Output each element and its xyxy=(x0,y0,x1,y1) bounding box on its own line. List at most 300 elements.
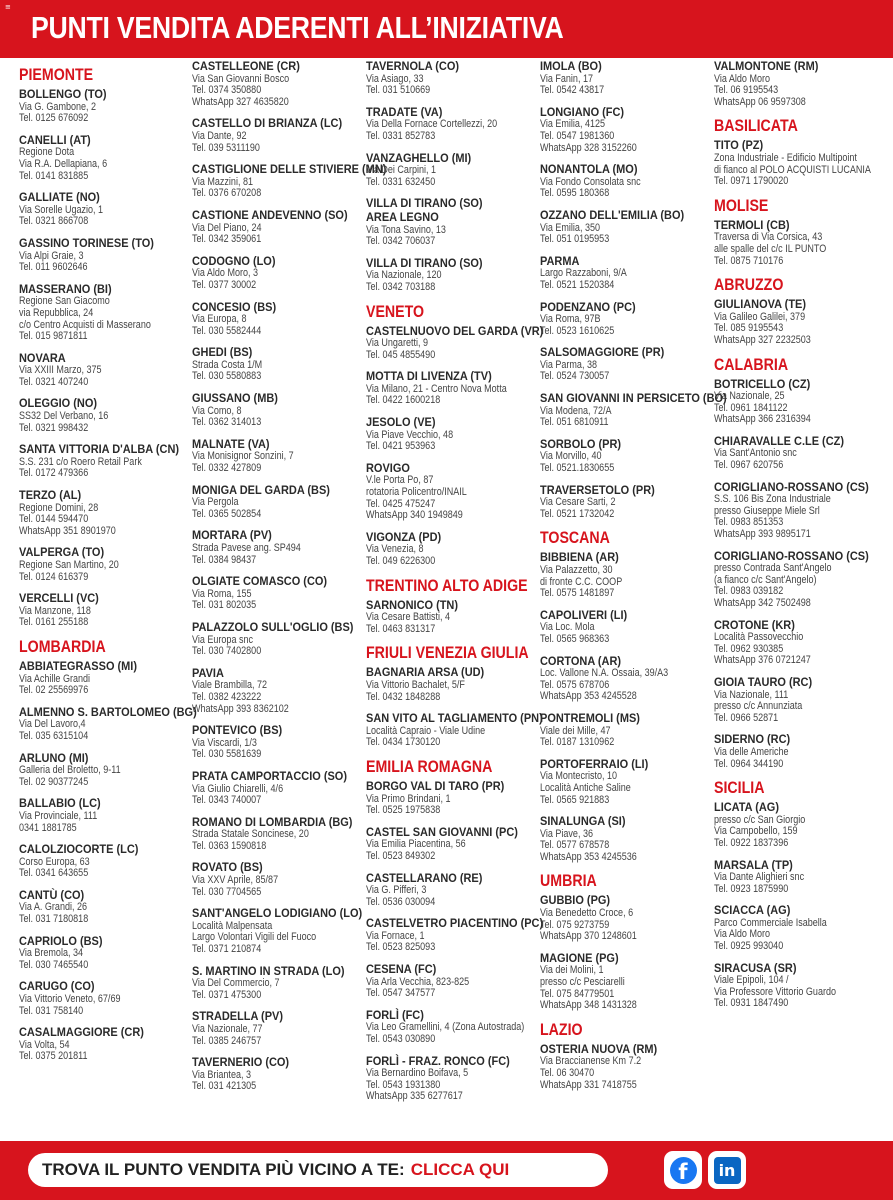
store-name: PONTREMOLI (MS) xyxy=(540,710,640,725)
store-detail: Via Arla Vecchia, 823-825 xyxy=(366,975,470,988)
store-detail: Tel. 0925 993040 xyxy=(714,940,784,953)
store-name: LICATA (AG) xyxy=(714,800,779,815)
store-entry xyxy=(19,283,189,343)
store-entry xyxy=(19,443,189,480)
store-name: MONIGA DEL GARDA (BS) xyxy=(192,482,330,497)
store-name: CANELLI (AT) xyxy=(19,132,91,147)
store-detail: di fianco al POLO ACQUISTI LUCANIA xyxy=(714,163,871,176)
store-name: VALPERGA (TO) xyxy=(19,545,105,560)
store-entry xyxy=(192,346,364,383)
store-detail: Tel. 0141 831885 xyxy=(19,169,89,182)
store-detail: Loc. Vallone N.A. Ossaia, 39/A3 xyxy=(540,667,669,680)
store-detail: Via Ungaretti, 9 xyxy=(366,337,429,350)
store-entry xyxy=(540,255,712,292)
store-name: SALSOMAGGIORE (PR) xyxy=(540,345,665,360)
store-detail: Tel. 0983 851353 xyxy=(714,516,784,529)
store-detail: Zona Industriale - Edificio Multipoint xyxy=(714,151,857,164)
store-detail: Via Fornace, 1 xyxy=(366,929,425,942)
store-detail: Tel. 0342 706037 xyxy=(366,235,436,248)
store-detail: Regione San Martino, 20 xyxy=(19,559,119,571)
store-detail: Regione San Giacomo xyxy=(19,295,110,308)
store-name: CORIGLIANO-ROSSANO (CS) xyxy=(714,479,869,494)
store-detail: via Repubblica, 24 xyxy=(19,306,94,319)
store-name: NOVARA xyxy=(19,350,66,365)
store-detail: Tel. 0124 616379 xyxy=(19,570,89,583)
store-name: GHEDI (BS) xyxy=(192,345,253,360)
store-detail: Via Dante Alighieri snc xyxy=(714,871,805,884)
store-detail: Via Provinciale, 111 xyxy=(19,809,98,822)
store-detail: Tel. 0172 479366 xyxy=(19,467,89,480)
store-detail: Tel. 0931 1847490 xyxy=(714,997,789,1010)
store-entry xyxy=(366,531,538,568)
store-detail: Tel. 049 6226300 xyxy=(366,555,436,567)
store-detail: Via Fondo Consolata snc xyxy=(540,175,641,188)
store-entry xyxy=(192,907,364,955)
store-detail: Tel. 0543 030890 xyxy=(366,1033,436,1046)
region-heading: EMILIA ROMAGNA xyxy=(366,757,493,776)
store-detail: presso c/c Annunziata xyxy=(714,700,803,713)
store-detail: WhatsApp 376 0721247 xyxy=(714,654,811,667)
store-detail: Via Vittorio Bachalet, 5/F xyxy=(366,678,465,691)
store-detail: Tel. 0362 314013 xyxy=(192,416,262,429)
store-detail: Tel. 031 802035 xyxy=(192,599,257,612)
store-detail: Tel. 0432 1848288 xyxy=(366,690,441,703)
store-name: PRATA CAMPORTACCIO (SO) xyxy=(192,768,347,783)
store-detail: Tel. 0363 1590818 xyxy=(192,839,267,852)
store-name: OLEGGIO (NO) xyxy=(19,396,98,411)
store-entry xyxy=(366,416,538,453)
store-name: SIRACUSA (SR) xyxy=(714,960,797,975)
store-detail: WhatsApp 393 9895171 xyxy=(714,528,811,541)
store-detail: Via dei Molini, 1 xyxy=(540,964,604,977)
store-detail: Tel. 0434 1730120 xyxy=(366,736,441,749)
store-name: GUBBIO (PG) xyxy=(540,893,611,908)
store-detail: Via delle Americhe xyxy=(714,745,789,758)
store-name: TRADATE (VA) xyxy=(366,104,443,119)
store-name: OZZANO DELL'EMILIA (BO) xyxy=(540,207,685,222)
store-detail: Via A. Grandi, 26 xyxy=(19,901,88,914)
store-name: BOLLENGO (TO) xyxy=(19,87,107,101)
store-detail: Tel. 02 25569976 xyxy=(19,684,89,697)
store-entry xyxy=(366,152,538,189)
store-detail: Via Asiago, 33 xyxy=(366,72,424,85)
store-entry xyxy=(714,733,890,770)
store-entry xyxy=(192,60,364,108)
store-detail: Tel. 031 7180818 xyxy=(19,913,89,926)
store-detail: Viale dei Mille, 47 xyxy=(540,724,611,737)
region-heading: LOMBARDIA xyxy=(19,637,106,656)
store-entry xyxy=(366,106,538,143)
store-name: PAVIA xyxy=(192,665,224,680)
store-detail: Via Nazionale, 25 xyxy=(714,390,785,403)
store-name: SANT'ANGELO LODIGIANO (LO) xyxy=(192,906,363,921)
store-name: CASTELLO DI BRIANZA (LC) xyxy=(192,116,343,131)
store-entry xyxy=(192,301,364,338)
store-name: BOTRICELLO (CZ) xyxy=(714,376,811,391)
store-detail: S.S. 231 c/o Roero Retail Park xyxy=(19,455,142,468)
store-name: IMOLA (BO) xyxy=(540,59,602,73)
store-detail: Via Tona Savino, 13 xyxy=(366,223,446,236)
store-detail: Via Montecristo, 10 xyxy=(540,770,618,783)
store-name: CASTIGLIONE DELLE STIVIERE (MN) xyxy=(192,162,387,177)
store-entry xyxy=(540,391,727,429)
store-detail: Tel. 0983 039182 xyxy=(714,585,784,598)
store-entry xyxy=(19,704,197,743)
store-name: CASTELVETRO PIACENTINO (PC) xyxy=(366,916,544,931)
store-entry xyxy=(366,780,538,817)
store-entry xyxy=(714,550,890,610)
store-detail: Via XXIII Marzo, 375 xyxy=(19,364,102,377)
store-detail: Tel. 0521.1830655 xyxy=(540,462,615,475)
store-detail: Via XXV Aprile, 85/87 xyxy=(192,874,279,887)
linkedin-button[interactable] xyxy=(708,1151,746,1189)
store-entry xyxy=(714,619,890,667)
store-detail: Tel. 0321 866708 xyxy=(19,215,89,228)
store-entry xyxy=(540,438,712,475)
store-name: ROVATO (BS) xyxy=(192,860,263,875)
store-detail: Via Primo Brindani, 1 xyxy=(366,792,451,805)
store-detail: Via Vittorio Veneto, 67/69 xyxy=(19,993,121,1006)
store-entry xyxy=(192,724,364,761)
store-entry xyxy=(540,655,712,703)
store-detail: Via Bernardino Boifava, 5 xyxy=(366,1067,469,1080)
store-detail: Via Braccianense Km 7.2 xyxy=(540,1055,642,1068)
store-name: VILLA DI TIRANO (SO) xyxy=(366,255,483,270)
store-detail: Via Roma, 97B xyxy=(540,313,601,326)
store-detail: Via Benedetto Croce, 6 xyxy=(540,907,634,920)
store-detail: Tel. 075 9273759 xyxy=(540,918,610,931)
store-detail: Tel. 0343 740007 xyxy=(192,794,262,807)
store-detail: Tel. 0161 255188 xyxy=(19,616,89,629)
store-name: CARUGO (CO) xyxy=(19,979,95,994)
store-detail: Tel. 0565 921883 xyxy=(540,793,610,806)
store-detail: S.S. 106 Bis Zona Industriale xyxy=(714,493,831,506)
store-detail: Tel. 0342 703188 xyxy=(366,280,436,293)
store-detail: Via Parma, 38 xyxy=(540,358,598,371)
store-name: ALMENNO S. BARTOLOMEO (BG) xyxy=(19,704,197,719)
store-detail: Via San Giovanni Bosco xyxy=(192,72,290,85)
store-detail: Via Del Commercio, 7 xyxy=(192,977,280,990)
store-entry xyxy=(714,378,890,426)
menu-icon[interactable]: ≡ xyxy=(5,3,11,11)
store-entry xyxy=(366,197,538,247)
store-detail: Largo Volontari Vigili del Fuoco xyxy=(192,931,317,944)
store-detail: WhatsApp 393 8362102 xyxy=(192,702,289,715)
store-entry xyxy=(366,1009,538,1046)
store-detail: Tel. 0385 246757 xyxy=(192,1034,262,1047)
page-title: PUNTI VENDITA ADERENTI ALL’INIZIATIVA xyxy=(31,10,564,45)
store-name: GALLIATE (NO) xyxy=(19,190,100,205)
store-entry xyxy=(540,301,712,338)
facebook-button[interactable] xyxy=(664,1151,702,1189)
store-name: BIBBIENA (AR) xyxy=(540,550,619,565)
store-detail: Tel. 0331 632450 xyxy=(366,175,436,188)
store-name: CHIARAVALLE C.LE (CZ) xyxy=(714,433,844,448)
store-entry xyxy=(19,752,189,789)
store-entry xyxy=(19,397,189,434)
store-name: SINALUNGA (SI) xyxy=(540,814,626,829)
store-detail: Strada Statale Soncinese, 20 xyxy=(192,828,309,841)
region-heading: TRENTINO ALTO ADIGE xyxy=(366,576,528,595)
region-heading: TOSCANA xyxy=(540,529,610,548)
store-name: CALOLZIOCORTE (LC) xyxy=(19,842,139,857)
store-name: PODENZANO (PC) xyxy=(540,299,636,314)
store-entry xyxy=(19,889,189,926)
store-detail: Tel. 0321 998432 xyxy=(19,421,89,434)
store-detail: WhatsApp 348 1431328 xyxy=(540,999,637,1012)
store-entry xyxy=(192,861,364,898)
store-name: MAGIONE (PG) xyxy=(540,950,619,965)
store-detail: Via Europa snc xyxy=(192,633,254,646)
store-detail: Tel. 0376 670208 xyxy=(192,187,262,200)
store-detail: Tel. 030 7465540 xyxy=(19,958,89,971)
store-detail: Tel. 0523 849302 xyxy=(366,849,436,862)
footer-banner xyxy=(0,1141,893,1200)
store-name: CASTELNUOVO DEL GARDA (VR) xyxy=(366,323,544,338)
store-detail: alle spalle del c/c IL PUNTO xyxy=(714,242,827,255)
store-detail: Tel. 06 9195543 xyxy=(714,84,779,97)
store-entry xyxy=(192,484,364,521)
store-entry xyxy=(192,1010,364,1047)
store-detail: Tel. 031 758140 xyxy=(19,1004,84,1017)
store-name: CANTÙ (CO) xyxy=(19,887,85,902)
store-detail: V.le Porta Po, 87 xyxy=(366,474,434,487)
store-detail: Regione Domini, 28 xyxy=(19,501,99,514)
store-detail: Tel. 0384 98437 xyxy=(192,553,257,566)
store-entry xyxy=(19,134,189,182)
store-entry xyxy=(366,872,538,909)
store-detail: WhatsApp 370 1248601 xyxy=(540,930,637,943)
store-entry xyxy=(714,676,890,724)
store-entry xyxy=(192,392,364,429)
store-detail: Tel. 0575 1481897 xyxy=(540,587,615,600)
store-detail: Strada Costa 1/M xyxy=(192,358,263,371)
store-detail: Via Piave, 36 xyxy=(540,827,593,840)
region-heading: FRIULI VENEZIA GIULIA xyxy=(366,644,529,663)
store-detail: presso c/c Pesciarelli xyxy=(540,976,625,989)
store-detail: Strada Pavese ang. SP494 xyxy=(192,542,301,554)
store-name: MALNATE (VA) xyxy=(192,436,270,451)
store-entry xyxy=(540,484,712,521)
store-entry xyxy=(540,346,712,383)
store-detail: Via Volta, 54 xyxy=(19,1038,70,1051)
store-name: MARSALA (TP) xyxy=(714,857,793,872)
store-name: OLGIATE COMASCO (CO) xyxy=(192,574,328,589)
store-detail: Via Emilia Piacentina, 56 xyxy=(366,838,466,851)
store-name: SORBOLO (PR) xyxy=(540,436,622,451)
store-detail: Località Antiche Saline xyxy=(540,781,631,794)
cta-link[interactable]: CLICCA QUI xyxy=(410,1160,510,1179)
store-detail: Tel. 045 4855490 xyxy=(366,348,436,361)
store-detail: Via Leo Gramellini, 4 (Zona Autostrada) xyxy=(366,1021,525,1034)
store-detail: Tel. 0371 475300 xyxy=(192,988,262,1001)
store-detail: Tel. 0342 359061 xyxy=(192,233,262,246)
store-detail: Tel. 0595 180368 xyxy=(540,187,610,200)
store-detail: Via Loc. Mola xyxy=(540,621,595,634)
store-detail: Tel. 0374 350880 xyxy=(192,84,262,97)
store-entry xyxy=(540,163,712,200)
store-detail: Via G. Gambone, 2 xyxy=(19,100,97,113)
store-detail: Tel. 0536 030094 xyxy=(366,895,436,908)
store-entry xyxy=(366,462,538,522)
store-detail: WhatsApp 06 9597308 xyxy=(714,95,806,108)
store-entry xyxy=(19,935,189,972)
store-detail: Viale Epipoli, 104 / xyxy=(714,974,789,987)
store-name: CESENA (FC) xyxy=(366,962,437,977)
store-detail: Via Palazzetto, 30 xyxy=(540,564,613,576)
store-detail: Via Como, 8 xyxy=(192,404,242,417)
store-detail: Via Piave Vecchio, 48 xyxy=(366,428,454,441)
store-detail: WhatsApp 340 1949849 xyxy=(366,509,463,522)
region-heading: VENETO xyxy=(366,302,425,321)
store-detail: Tel. 039 5311190 xyxy=(192,141,260,154)
store-name: TRAVERSETOLO (PR) xyxy=(540,482,655,497)
store-entry xyxy=(366,916,544,954)
region-heading: PIEMONTE xyxy=(19,66,94,84)
store-detail: (a fianco c/c Sant'Angelo) xyxy=(714,573,817,586)
store-name: GIOIA TAURO (RC) xyxy=(714,674,813,689)
store-detail: c/o Centro Acquisti di Masserano xyxy=(19,318,151,331)
store-detail: Tel. 0521 1520384 xyxy=(540,278,615,291)
store-detail: Tel. 085 9195543 xyxy=(714,322,784,335)
store-detail: Via Emilia, 350 xyxy=(540,221,601,234)
find-store-button[interactable] xyxy=(28,1153,608,1187)
store-detail: Tel. 0922 1837396 xyxy=(714,836,789,849)
store-name: BAGNARIA ARSA (UD) xyxy=(366,665,485,680)
store-entry xyxy=(714,60,890,108)
store-entry xyxy=(540,712,712,749)
store-name: SANTA VITTORIA D'ALBA (CN) xyxy=(19,442,180,457)
store-entry xyxy=(714,298,890,346)
store-detail: Via Alpi Graie, 3 xyxy=(19,249,84,262)
store-entry xyxy=(540,209,712,246)
store-detail: Tel. 0421 953963 xyxy=(366,440,436,453)
column-1 xyxy=(19,60,197,1140)
region-heading: UMBRIA xyxy=(540,872,597,891)
store-detail: presso Contrada Sant'Angelo xyxy=(714,562,832,575)
store-detail: Tel. 0967 620756 xyxy=(714,459,784,472)
facebook-icon: f xyxy=(670,1157,697,1184)
store-entry xyxy=(366,323,544,362)
store-entry xyxy=(540,609,712,646)
store-detail: Tel. 0547 347577 xyxy=(366,987,436,1000)
linkedin-icon: in xyxy=(714,1157,741,1184)
store-detail: Tel. 0523 825093 xyxy=(366,941,436,954)
store-detail: Tel. 035 6315104 xyxy=(19,729,89,742)
store-name: VERCELLI (VC) xyxy=(19,591,99,606)
store-detail: Tel. 0543 1931380 xyxy=(366,1078,441,1091)
store-detail: Tel. 0521 1732042 xyxy=(540,507,615,520)
store-entry xyxy=(19,797,189,834)
store-detail: Tel. 030 7704565 xyxy=(192,885,262,898)
store-entry xyxy=(540,894,712,942)
store-entry xyxy=(19,237,189,274)
store-detail: WhatsApp 327 4635820 xyxy=(192,95,289,108)
store-entry xyxy=(366,1055,538,1103)
store-detail: Via Pergola xyxy=(192,496,239,509)
store-detail: Tel. 0377 30002 xyxy=(192,278,257,291)
store-name: PORTOFERRAIO (LI) xyxy=(540,756,649,771)
store-detail: Tel. 0575 678706 xyxy=(540,678,610,691)
column-5 xyxy=(714,60,890,1140)
store-detail: presso c/c San Giorgio xyxy=(714,813,806,826)
store-detail: Tel. 031 510669 xyxy=(366,84,431,97)
cta-text: TROVA IL PUNTO VENDITA PIÙ VICINO A TE: xyxy=(42,1160,405,1179)
region-heading: BASILICATA xyxy=(714,117,798,136)
store-detail: 0341 1881785 xyxy=(19,821,77,834)
store-detail: Via Giulio Chiarelli, 4/6 xyxy=(192,782,284,795)
store-name: ABBIATEGRASSO (MI) xyxy=(19,658,138,673)
store-name: GIUSSANO (MB) xyxy=(192,391,278,406)
store-detail: WhatsApp 366 2316394 xyxy=(714,413,811,426)
store-detail: WhatsApp 351 8901970 xyxy=(19,524,116,537)
store-detail: Tel. 0463 831317 xyxy=(366,622,436,635)
store-detail: WhatsApp 335 6277617 xyxy=(366,1090,463,1103)
store-detail: Tel. 075 84779501 xyxy=(540,987,615,1000)
store-entry xyxy=(714,904,890,952)
store-name: STRADELLA (PV) xyxy=(192,1009,283,1024)
store-detail: Tel. 0375 201811 xyxy=(19,1050,88,1063)
store-entry xyxy=(714,435,890,472)
store-detail: Via Fanin, 17 xyxy=(540,72,593,85)
store-detail: Tel. 0525 1975838 xyxy=(366,804,441,817)
store-detail: Via Galileo Galilei, 379 xyxy=(714,310,806,323)
store-name: VILLA DI TIRANO (SO) AREA LEGNO xyxy=(366,196,483,224)
store-name: TAVERNOLA (CO) xyxy=(366,59,460,73)
store-entry xyxy=(366,60,538,97)
store-entry xyxy=(366,370,538,407)
store-detail: Tel. 051 0195953 xyxy=(540,233,610,246)
store-detail: Via Della Fornace Cortellezzi, 20 xyxy=(366,118,498,131)
store-entry xyxy=(192,621,364,658)
store-name: OSTERIA NUOVA (RM) xyxy=(540,1041,658,1056)
store-entry xyxy=(19,980,189,1017)
store-detail: Tel. 0971 1790020 xyxy=(714,175,789,188)
store-name: VIGONZA (PD) xyxy=(366,529,442,544)
store-name: BORGO VAL DI TARO (PR) xyxy=(366,778,505,793)
store-name: VALMONTONE (RM) xyxy=(714,59,819,73)
store-detail: Tel. 030 7402800 xyxy=(192,645,262,658)
store-name: ARLUNO (MI) xyxy=(19,750,89,765)
store-name: GIULIANOVA (TE) xyxy=(714,297,807,312)
store-detail: Via R.A. Dellapiana, 6 xyxy=(19,157,108,170)
store-entry xyxy=(19,660,189,697)
store-detail: Via Sorelle Ugazio, 1 xyxy=(19,203,104,216)
column-3 xyxy=(366,59,544,1140)
store-name: CASALMAGGIORE (CR) xyxy=(19,1025,144,1040)
store-entry xyxy=(714,219,890,267)
store-detail: Galleria del Broletto, 9-11 xyxy=(19,764,121,777)
store-entry xyxy=(192,575,364,612)
store-name: S. MARTINO IN STRADA (LO) xyxy=(192,963,345,978)
store-detail: Tel. 02 90377245 xyxy=(19,775,89,788)
store-detail: Via Europa, 8 xyxy=(192,313,247,326)
store-entry xyxy=(714,481,890,541)
store-detail: presso Giuseppe Miele Srl xyxy=(714,504,820,517)
store-entry xyxy=(540,106,712,154)
store-entry xyxy=(192,529,364,566)
store-detail: Tel. 0187 1310962 xyxy=(540,736,615,749)
region-heading: LAZIO xyxy=(540,1020,583,1039)
store-name: CASTELLEONE (CR) xyxy=(192,59,300,73)
store-name: TAVERNERIO (CO) xyxy=(192,1055,290,1070)
store-detail: Tel. 0382 423222 xyxy=(192,690,262,703)
region-heading: MOLISE xyxy=(714,196,769,215)
store-detail: Via Aldo Moro, 3 xyxy=(192,267,259,280)
store-name: CASTEL SAN GIOVANNI (PC) xyxy=(366,824,518,839)
store-name: CONCESIO (BS) xyxy=(192,299,277,314)
store-detail: Largo Razzaboni, 9/A xyxy=(540,267,627,280)
